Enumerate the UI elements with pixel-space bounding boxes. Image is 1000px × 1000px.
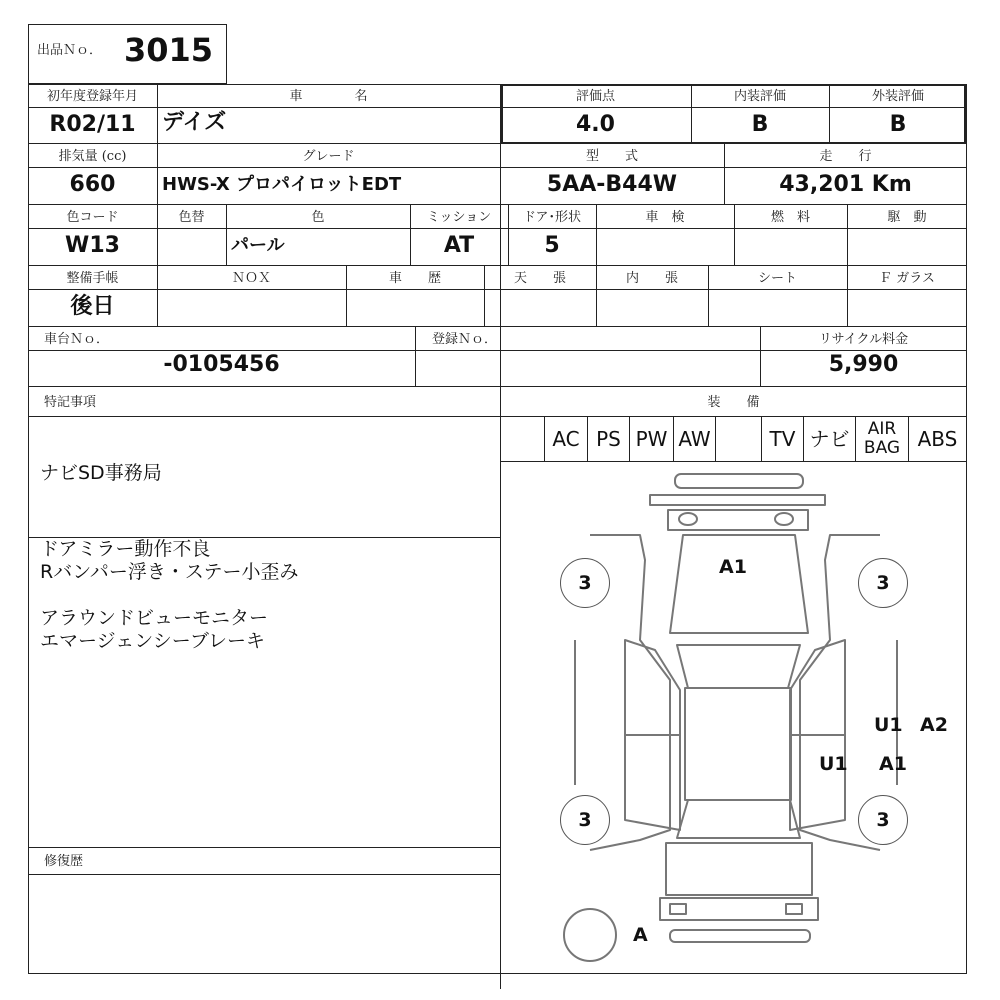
equip-tv: TV — [762, 417, 804, 461]
maintenance-value: 後日 — [70, 294, 115, 319]
car-name-label: 車 名 — [289, 89, 368, 104]
remarks-line-1: ナビSD事務局 — [40, 462, 162, 484]
tire-front-left: 3 — [560, 558, 610, 608]
grade-label: グレード — [302, 149, 355, 164]
nox-label: ＮＯＸ — [231, 271, 271, 286]
tire-rear-left: 3 — [560, 795, 610, 845]
repaint-label: 色替 — [178, 210, 205, 225]
lot-number-box — [28, 24, 227, 84]
equip-ac: AC — [545, 417, 588, 461]
mission-label: ミッション — [426, 210, 492, 225]
seat-label: シート — [757, 271, 797, 286]
displacement-value: 660 — [69, 172, 116, 197]
color-code-value: W13 — [65, 233, 120, 258]
mark-right-a2: A2 — [920, 714, 948, 736]
door-value: 5 — [544, 233, 560, 258]
mileage-label: 走 行 — [819, 149, 872, 164]
tire-front-right: 3 — [858, 558, 908, 608]
chassis-label: 車台Ｎｏ． — [44, 332, 110, 347]
chassis-value: -0105456 — [163, 352, 280, 377]
equip-airbag: AIR BAG — [856, 417, 909, 461]
mark-hood: A1 — [719, 556, 747, 578]
grade-value: HWS-X プロパイロットEDT — [162, 174, 402, 195]
remarks-label: 特記事項 — [44, 395, 97, 410]
score-label: 評価点 — [575, 89, 615, 104]
color-label: 色 — [311, 210, 325, 225]
mileage-value: 43,201 Km — [779, 172, 912, 197]
lot-number-label: 出品Ｎｏ． — [37, 43, 103, 58]
maintenance-label: 整備手帳 — [66, 271, 119, 286]
displacement-label: 排気量 (cc) — [58, 149, 127, 164]
fuel-label: 燃 料 — [770, 210, 810, 225]
color-code-label: 色コード — [66, 210, 119, 225]
recycle-label: リサイクル料金 — [818, 332, 909, 347]
equip-abs: ABS — [917, 427, 958, 451]
fglass-label: Ｆ ガラス — [879, 271, 935, 286]
door-label: ドア･形状 — [522, 210, 582, 225]
equipment-label: 装 備 — [707, 395, 760, 410]
history-label: 車 歴 — [388, 271, 441, 286]
exterior-value: B — [889, 112, 907, 137]
recycle-value: 5,990 — [828, 352, 899, 377]
mark-right-u1: U1 — [874, 714, 903, 736]
drive-label: 駆 動 — [887, 210, 927, 225]
lot-number: 3015 — [124, 31, 214, 69]
score-value: 4.0 — [576, 112, 615, 137]
car-name-value: デイズ — [162, 110, 227, 135]
interior-value: B — [751, 112, 769, 137]
interior-label: 内装評価 — [733, 89, 786, 104]
tire-rear-right: 3 — [858, 795, 908, 845]
first-reg-label: 初年度登録年月 — [46, 89, 138, 104]
color-value: パール — [231, 235, 285, 256]
ceiling-label: 天 張 — [513, 271, 566, 286]
inspection-label: 車 検 — [645, 210, 685, 225]
model-label: 型 式 — [585, 149, 638, 164]
first-reg-value: R02/11 — [49, 112, 136, 137]
model-value: 5AA-B44W — [546, 172, 678, 197]
exterior-label: 外装評価 — [871, 89, 924, 104]
mark-right-door-a1: A1 — [879, 753, 907, 775]
equip-blank — [716, 417, 762, 461]
equip-navi: ナビ — [804, 417, 856, 461]
mission-value: AT — [443, 233, 475, 258]
registration-label: 登録Ｎｏ． — [432, 332, 498, 347]
equip-ps: PS — [588, 417, 630, 461]
inner-label: 内 張 — [625, 271, 678, 286]
equip-aw: AW — [674, 417, 716, 461]
mark-right-door-u1: U1 — [819, 753, 848, 775]
repair-history-label: 修復歴 — [44, 854, 84, 869]
equip-pw: PW — [630, 417, 674, 461]
remarks-block-2: ドアミラー動作不良 Rバンパー浮き・ステー小歪み アラウンドビューモニター エマージェンシーブレーキ — [40, 538, 299, 652]
mark-rear: A — [633, 924, 648, 946]
